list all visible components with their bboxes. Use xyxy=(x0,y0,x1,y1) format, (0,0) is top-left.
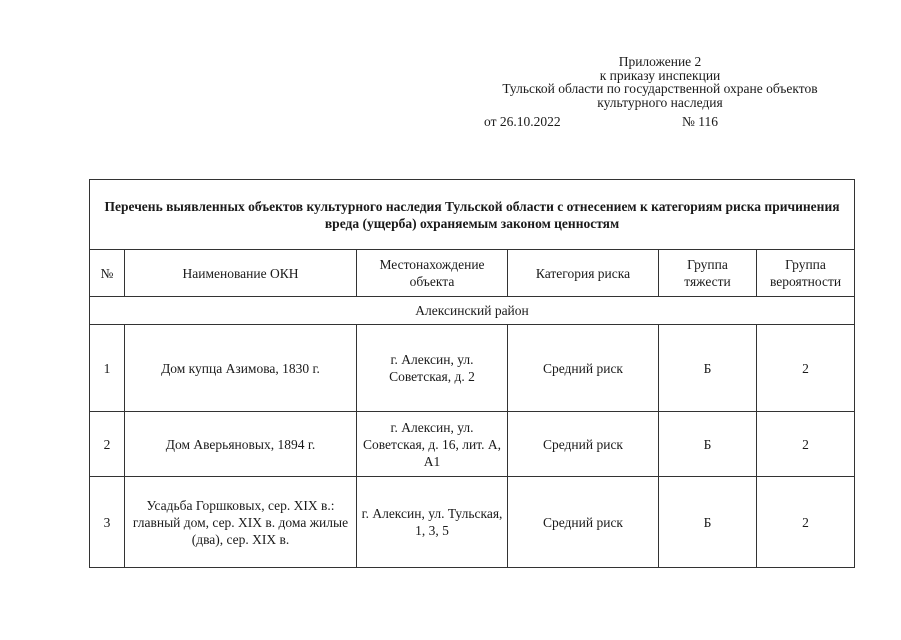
order-date: от 26.10.2022 xyxy=(484,114,561,129)
table-row xyxy=(90,477,855,568)
appendix-line: Тульской области по государственной охране объектов xyxy=(502,81,818,96)
table-title: Перечень выявленных объектов культурного наследия Тульской области с отнесением к категориям риска причинения вреда (ущерба) охраняемым законом ценностям xyxy=(90,180,855,250)
heritage-table xyxy=(89,179,855,568)
severity-group: Б xyxy=(659,477,757,568)
table-row xyxy=(90,325,855,412)
risk-category: Средний риск xyxy=(508,325,659,412)
column-header-probability: Группа вероятности xyxy=(757,250,855,297)
table-row xyxy=(90,412,855,477)
object-name: Дом купца Азимова, 1830 г. xyxy=(125,325,357,412)
appendix-line: к приказу инспекции xyxy=(599,67,721,83)
object-location: г. Алексин, ул. Тульская, 1, 3, 5 xyxy=(357,477,508,568)
column-header-location: Местонахождение объекта xyxy=(357,250,508,297)
probability-group: 2 xyxy=(757,412,855,477)
column-header-number: № xyxy=(90,250,125,297)
row-number: 3 xyxy=(90,477,125,568)
column-header-name: Наименование ОКН xyxy=(125,250,357,297)
risk-category: Средний риск xyxy=(508,412,659,477)
risk-category: Средний риск xyxy=(508,477,659,568)
appendix-line: Приложение 2 xyxy=(618,54,702,69)
probability-group: 2 xyxy=(757,325,855,412)
district-heading: Алексинский район xyxy=(90,297,855,325)
column-header-severity: Группа тяжести xyxy=(659,250,757,297)
row-number: 2 xyxy=(90,412,125,477)
object-location: г. Алексин, ул. Советская, д. 2 xyxy=(357,325,508,412)
table-header-row xyxy=(90,250,855,297)
object-location: г. Алексин, ул. Советская, д. 16, лит. А, А1 xyxy=(357,412,508,477)
appendix-line: культурного наследия xyxy=(597,94,723,110)
severity-group: Б xyxy=(659,412,757,477)
column-header-risk: Категория риска xyxy=(508,250,659,297)
order-number: № 116 xyxy=(682,114,719,129)
probability-group: 2 xyxy=(757,477,855,568)
object-name: Усадьба Горшковых, сер. XIX в.: главный дом, сер. XIX в. дома жилые (два), сер. XIX в. xyxy=(125,477,357,568)
object-name: Дом Аверьяновых, 1894 г. xyxy=(125,412,357,477)
row-number: 1 xyxy=(90,325,125,412)
severity-group: Б xyxy=(659,325,757,412)
appendix-header xyxy=(470,55,850,109)
